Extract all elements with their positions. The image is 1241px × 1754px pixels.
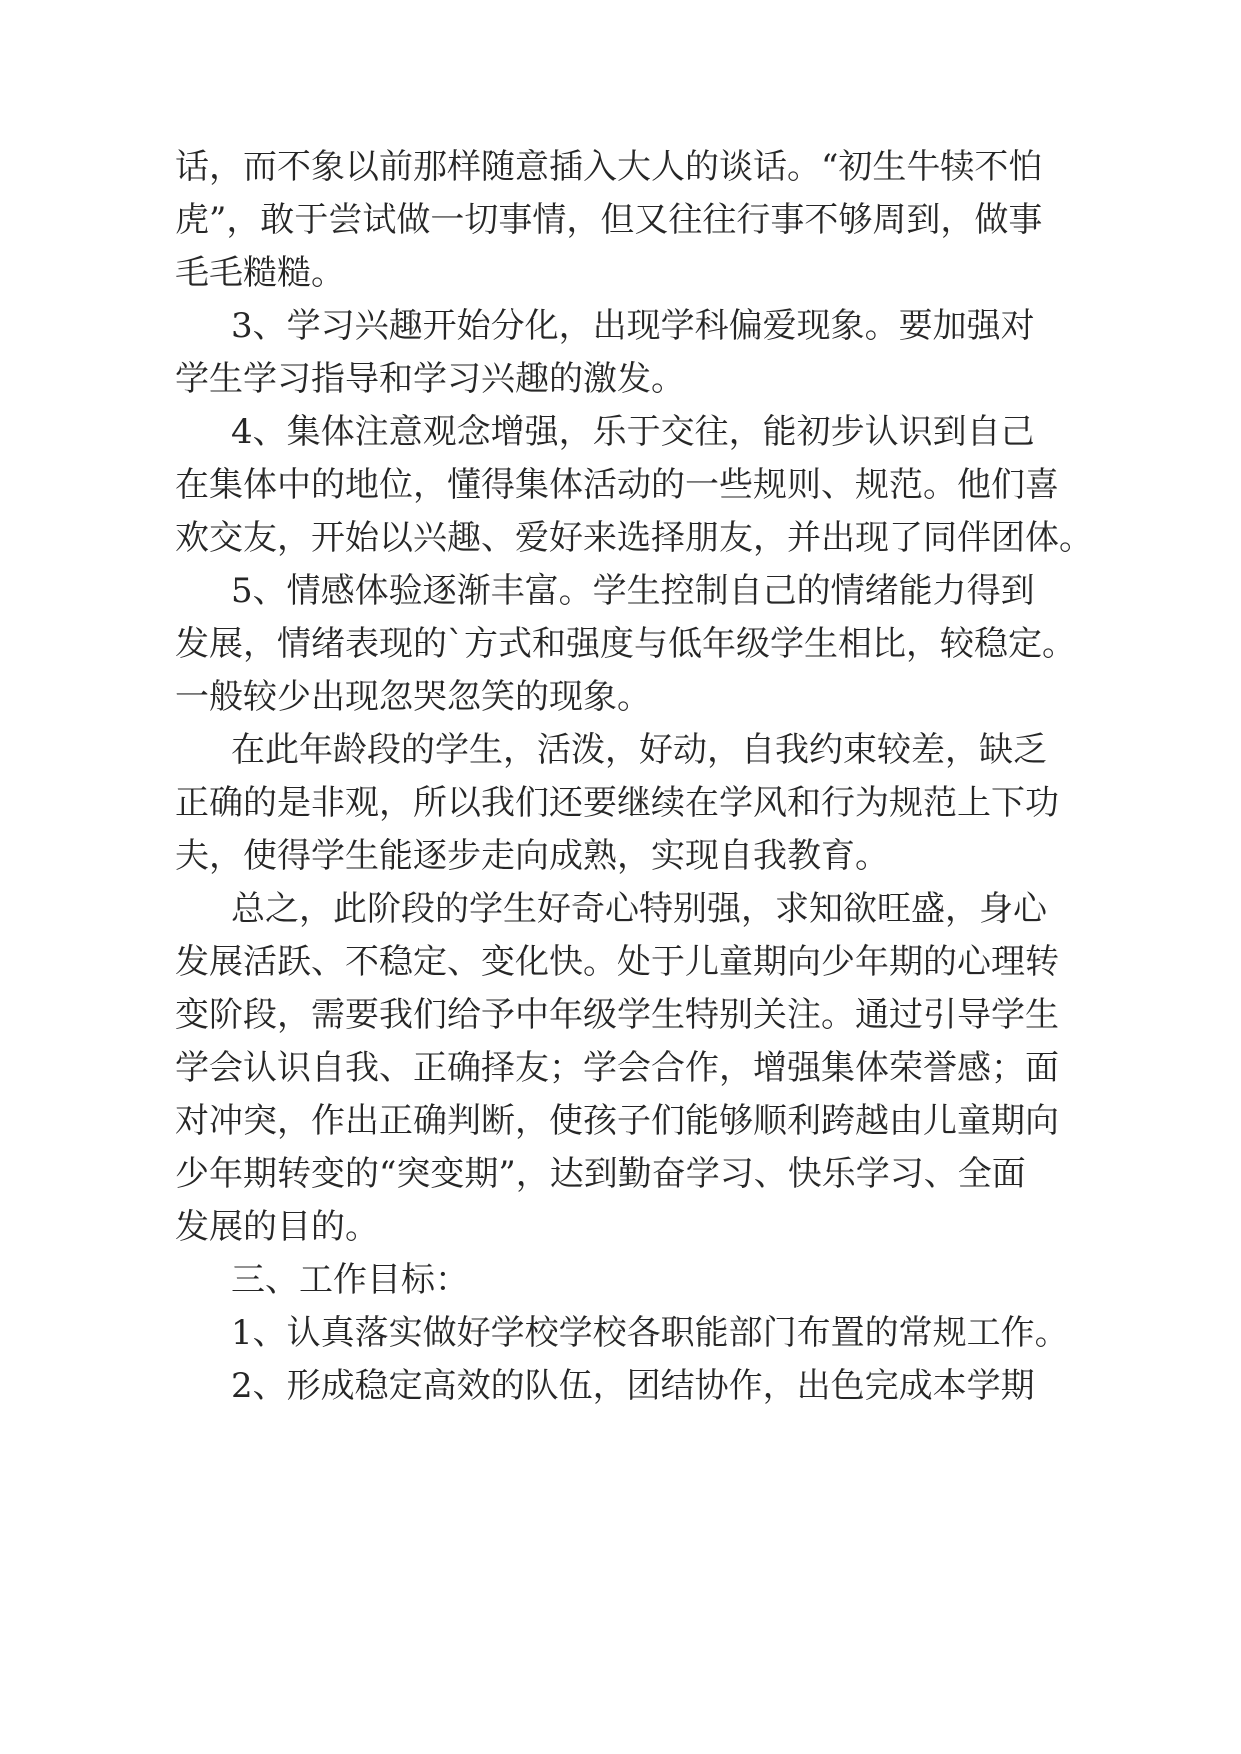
text-line: 4、集体注意观念增强，乐于交往，能初步认识到自己	[231, 412, 1035, 452]
text-line: 总之，此阶段的学生好奇心特别强，求知欲旺盛，身心	[231, 889, 1047, 929]
text-line: 2、形成稳定高效的队伍，团结协作，出色完成本学期	[231, 1366, 1035, 1406]
text-line: 在此年龄段的学生，活泼，好动，自我约束较差，缺乏	[231, 730, 1047, 770]
text-line: 发展的目的。	[175, 1207, 379, 1247]
text-line: 对冲突，作出正确判断，使孩子们能够顺利跨越由儿童期向	[175, 1101, 1059, 1141]
text-line: 夫，使得学生能逐步走向成熟，实现自我教育。	[175, 836, 889, 876]
text-line: 正确的是非观，所以我们还要继续在学风和行为规范上下功	[175, 783, 1059, 823]
text-line: 变阶段，需要我们给予中年级学生特别关注。通过引导学生	[175, 995, 1059, 1035]
text-line: 虎”，敢于尝试做一切事情，但又往往行事不够周到，做事	[175, 200, 1043, 240]
text-line: 话，而不象以前那样随意插入大人的谈话。“初生牛犊不怕	[175, 147, 1043, 187]
text-line: 发展，情绪表现的`方式和强度与低年级学生相比，较稳定。	[175, 624, 1076, 664]
text-line: 少年期转变的“突变期”，达到勤奋学习、快乐学习、全面	[175, 1154, 1026, 1194]
text-line: 学生学习指导和学习兴趣的激发。	[175, 359, 685, 399]
text-line: 发展活跃、不稳定、变化快。处于儿童期向少年期的心理转	[175, 942, 1059, 982]
text-line: 学会认识自我、正确择友；学会合作，增强集体荣誉感；面	[175, 1048, 1059, 1088]
text-line: 5、情感体验逐渐丰富。学生控制自己的情绪能力得到	[231, 571, 1035, 611]
text-line: 一般较少出现忽哭忽笑的现象。	[175, 677, 651, 717]
text-line: 1、认真落实做好学校学校各职能部门布置的常规工作。	[231, 1313, 1069, 1353]
text-line: 3、学习兴趣开始分化，出现学科偏爱现象。要加强对	[231, 306, 1035, 346]
text-line: 毛毛糙糙。	[175, 253, 345, 293]
text-line: 在集体中的地位，懂得集体活动的一些规则、规范。他们喜	[175, 465, 1059, 505]
text-line: 欢交友，开始以兴趣、爱好来选择朋友，并出现了同伴团体。	[175, 518, 1093, 558]
text-line: 三、工作目标：	[231, 1260, 469, 1300]
